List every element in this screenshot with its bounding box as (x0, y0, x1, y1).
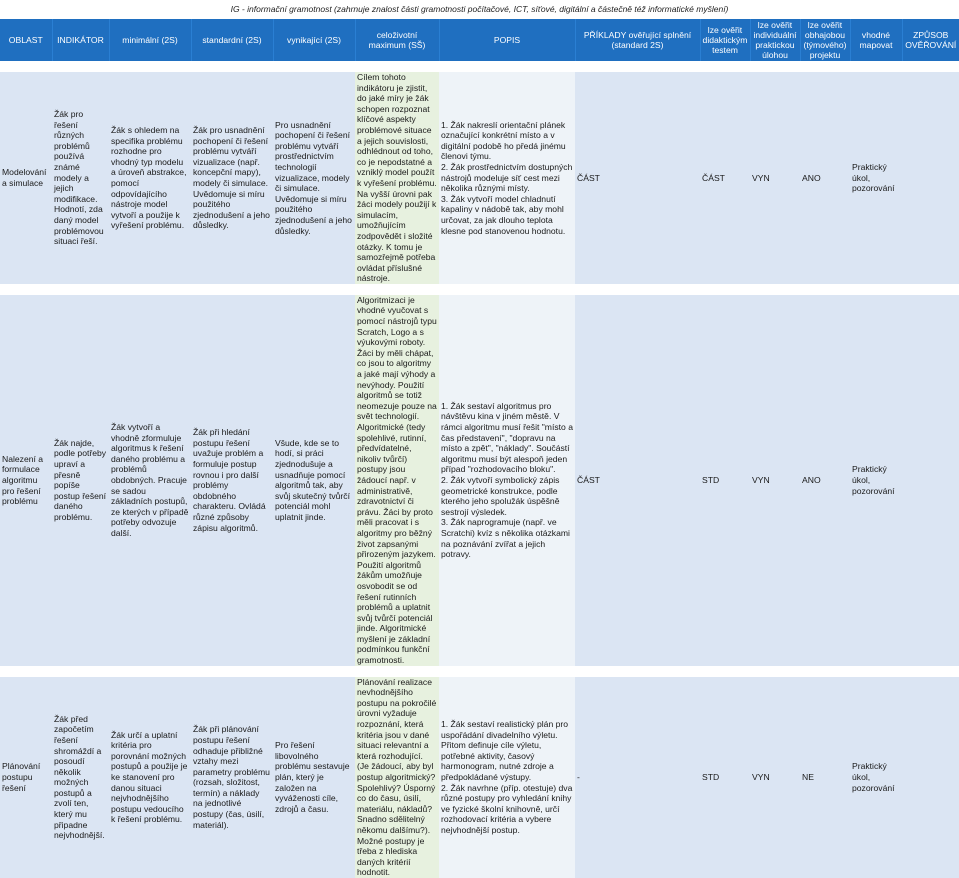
cell-zpusob (902, 72, 959, 284)
header-celozivotni: celoživotní maximum (SŠ) (355, 19, 439, 61)
cell-individualni: VYN (750, 294, 800, 665)
header-vhodne: vhodné mapovat (850, 19, 902, 61)
cell-indikator: Žák před započetím řešení shromáždí a posoudí několik možných postupů a zvolí ten, který mu připadne nejvhodnější. (52, 676, 109, 878)
cell-minimalni: Žák určí a uplatní kritéria pro porovnání možných postupů a použije je ke stanovení pro danou situaci nejvhodnějšího postupu vedoucího k řešení problému. (109, 676, 191, 878)
header-didakticky: lze ověřit didaktickým testem (700, 19, 750, 61)
header-vynikajici: vynikající (2S) (273, 19, 355, 61)
cell-zpusob (902, 294, 959, 665)
cell-priklady: - (575, 676, 700, 878)
cell-zpusob (902, 676, 959, 878)
header-indikator: INDIKÁTOR (52, 19, 109, 61)
cell-individualni: VYN (750, 72, 800, 284)
competency-table (0, 19, 959, 878)
header-minimalni: minimální (2S) (109, 19, 191, 61)
cell-didakticky: ČÁST (700, 72, 750, 284)
cell-minimalni: Žák vytvoří a vhodně zformuluje algoritmus k řešení daného problému a problémů obdobných. Pracuje se sadou základních postupů, ze kterých v případě potřeby odvozuje další. (109, 294, 191, 665)
cell-popis: 1. Žák nakreslí orientační plánek označující konkrétní místo a v digitální podobě ho předá jinému členovi týmu. 2. Žák prostřednictvím dostupných nástrojů modeluje síť cest mezi několika různými místy. 3. Žák vytvoří model chladnutí kapaliny v nádobě tak, aby mohl určovat, za jak dlouho teplota klesne pod stanovenou hodnotu. (439, 72, 575, 284)
cell-vynikajici: Pro řešení libovolného problému sestavuje plán, který je založen na vyváženosti cíle, zdrojů a času. (273, 676, 355, 878)
cell-celozivotni: Plánování realizace nevhodnějšího postupu na pokročilé úrovni vyžaduje rozpoznání, která kritéria jsou v dané situaci relevantní a která rozhodující. (Je žádoucí, aby byl postup algoritmický? Spolehlivý? Úsporný co do času, úsilí, materiálu, nákladů? Snadno sdělitelný někomu dalšímu?). Možné postupy je třeba z hlediska daných kritérií hodnotit. (355, 676, 439, 878)
table-row-planovani (0, 676, 959, 878)
cell-priklady: ČÁST (575, 294, 700, 665)
header-standardni: standardní (2S) (191, 19, 273, 61)
cell-standardni: Žák pro usnadnění pochopení či řešení problému vytváří vizualizace (např. koncepční mapy), modely či simulace. Uvědomuje si míru použitého zjednodušení a jeho důsledky. (191, 72, 273, 284)
header-popis: POPIS (439, 19, 575, 61)
cell-indikator: Žák najde, podle potřeby upraví a přesně popíše postup řešení daného problému. (52, 294, 109, 665)
cell-standardni: Žák při plánování postupu řešení odhaduje přibližné vztahy mezi parametry problému (rozsah, složitost, termín) a náklady na jednotlivé postupy (čas, úsilí, materiál). (191, 676, 273, 878)
table-row-algoritmus (0, 294, 959, 665)
cell-vhodne: Praktický úkol, pozorování (850, 294, 902, 665)
cell-oblast: Modelování a simulace (0, 72, 52, 284)
cell-oblast: Nalezení a formulace algoritmu pro řešení problému (0, 294, 52, 665)
cell-vhodne: Praktický úkol, pozorování (850, 676, 902, 878)
cell-individualni: VYN (750, 676, 800, 878)
cell-vynikajici: Pro usnadnění pochopení či řešení problému vytváří prostřednictvím technologií vizualizace, modely či simulace. Uvědomuje si míru použitého zjednodušení a jeho důsledky. (273, 72, 355, 284)
document-title: IG - informační gramotnost (zahrnuje znalost části gramotnosti počítačové, ICT, síťové, digitální a částečně též informatické myšlení) (230, 4, 729, 14)
cell-obhajobou: NE (800, 676, 850, 878)
cell-didakticky: STD (700, 676, 750, 878)
header-priklady: PŘÍKLADY ověřující splnění (standard 2S) (575, 19, 700, 61)
cell-minimalni: Žák s ohledem na specifika problému rozhodne pro vhodný typ modelu a úroveň abstrakce, pomocí odpovídajícího nástroje model vytvoří a použije k vyřešení problému. (109, 72, 191, 284)
cell-indikator: Žák pro řešení různých problémů používá známé modely a jejich modifikace. Hodnotí, zda daný model problémovou situaci řeší. (52, 72, 109, 284)
cell-didakticky: STD (700, 294, 750, 665)
cell-vynikajici: Všude, kde se to hodí, si práci zjednodušuje a usnadňuje pomocí algoritmů tak, aby svůj skutečný tvůrčí potenciál mohl uplatnit jinde. (273, 294, 355, 665)
header-row (0, 19, 959, 61)
header-zpusob: ZPŮSOB OVĚŘOVÁNÍ (902, 19, 959, 61)
header-oblast: OBLAST (0, 19, 52, 61)
cell-obhajobou: ANO (800, 294, 850, 665)
cell-priklady: ČÁST (575, 72, 700, 284)
cell-popis: 1. Žák sestaví algoritmus pro návštěvu kina v jiném městě. V rámci algoritmu musí řešit "místo a čas představení", "dopravu na místo a zpět", "náklady". Součástí algoritmu musí být alespoň jeden případ "rozhodovacího bloku". 2. Žák vytvoří symbolický zápis geometrické konstrukce, podle kterého jeho spolužák úspěšně sestrojí výsledek. 3. Žák naprogramuje (např. ve Scratchi) kvíz s několika otázkami na poznávání zvířat a jejich potravy. (439, 294, 575, 665)
cell-vhodne: Praktický úkol, pozorování (850, 72, 902, 284)
cell-celozivotni: Algoritmizaci je vhodné vyučovat s pomocí nástrojů typu Scratch, Logo a s výukovými roboty. Žáci by měli chápat, co jsou to algoritmy a jaké mají výhody a nevýhody. Použití algoritmů se totiž neomezuje pouze na svět technologií. Algoritmické (tedy spolehlivé, rutinní, předvídatelné, nikoliv tvůrčí) postupy jsou žádoucí např. v administrativě, zdravotnictví či právu. Žáci by proto měli pracovat i s algoritmy pro běžný život zapsanými přirozeným jazykem. Použití algoritmů žákům umožňuje osvobodit se od řešení rutinních problémů a uplatnit svůj tvůrčí potenciál jinde. Algoritmické myšlení je základní podmínkou funkční gramotnosti. (355, 294, 439, 665)
header-individualni: lze ověřit individuální praktickou úlohou (750, 19, 800, 61)
cell-oblast: Plánování postupu řešení (0, 676, 52, 878)
table-row-modelovani (0, 72, 959, 284)
cell-standardni: Žák při hledání postupu řešení uvažuje problém a formuluje postup rovnou i pro další problémy obdobného charakteru. Ovládá různé způsoby zápisu algoritmů. (191, 294, 273, 665)
cell-obhajobou: ANO (800, 72, 850, 284)
cell-popis: 1. Žák sestaví realistický plán pro uspořádání divadelního výletu. Přitom definuje cíle výletu, potřebné aktivity, časový harmonogram, nutné zdroje a předpokládané výstupy. 2. Žák navrhne (příp. otestuje) dva různé postupy pro vyhledání knihy ve fyzické školní knihovně, určí rozhodovací kritéria a vybere nejvhodnější postup. (439, 676, 575, 878)
cell-celozivotni: Cílem tohoto indikátoru je zjistit, do jaké míry je žák schopen rozpoznat klíčové aspekty problémové situace a jejich souvislosti, odhlédnout od toho, co je nepodstatné a vzniklý model použít k vyřešení problému. Na vyšší úrovni pak žáci modely použijí k simulacím, umožňujícím zodpovědět i složité otázky. K tomu je samozřejmě potřeba ovládat příslušné nástroje. (355, 72, 439, 284)
header-obhajobou: lze ověřit obhajobou (týmového) projektu (800, 19, 850, 61)
